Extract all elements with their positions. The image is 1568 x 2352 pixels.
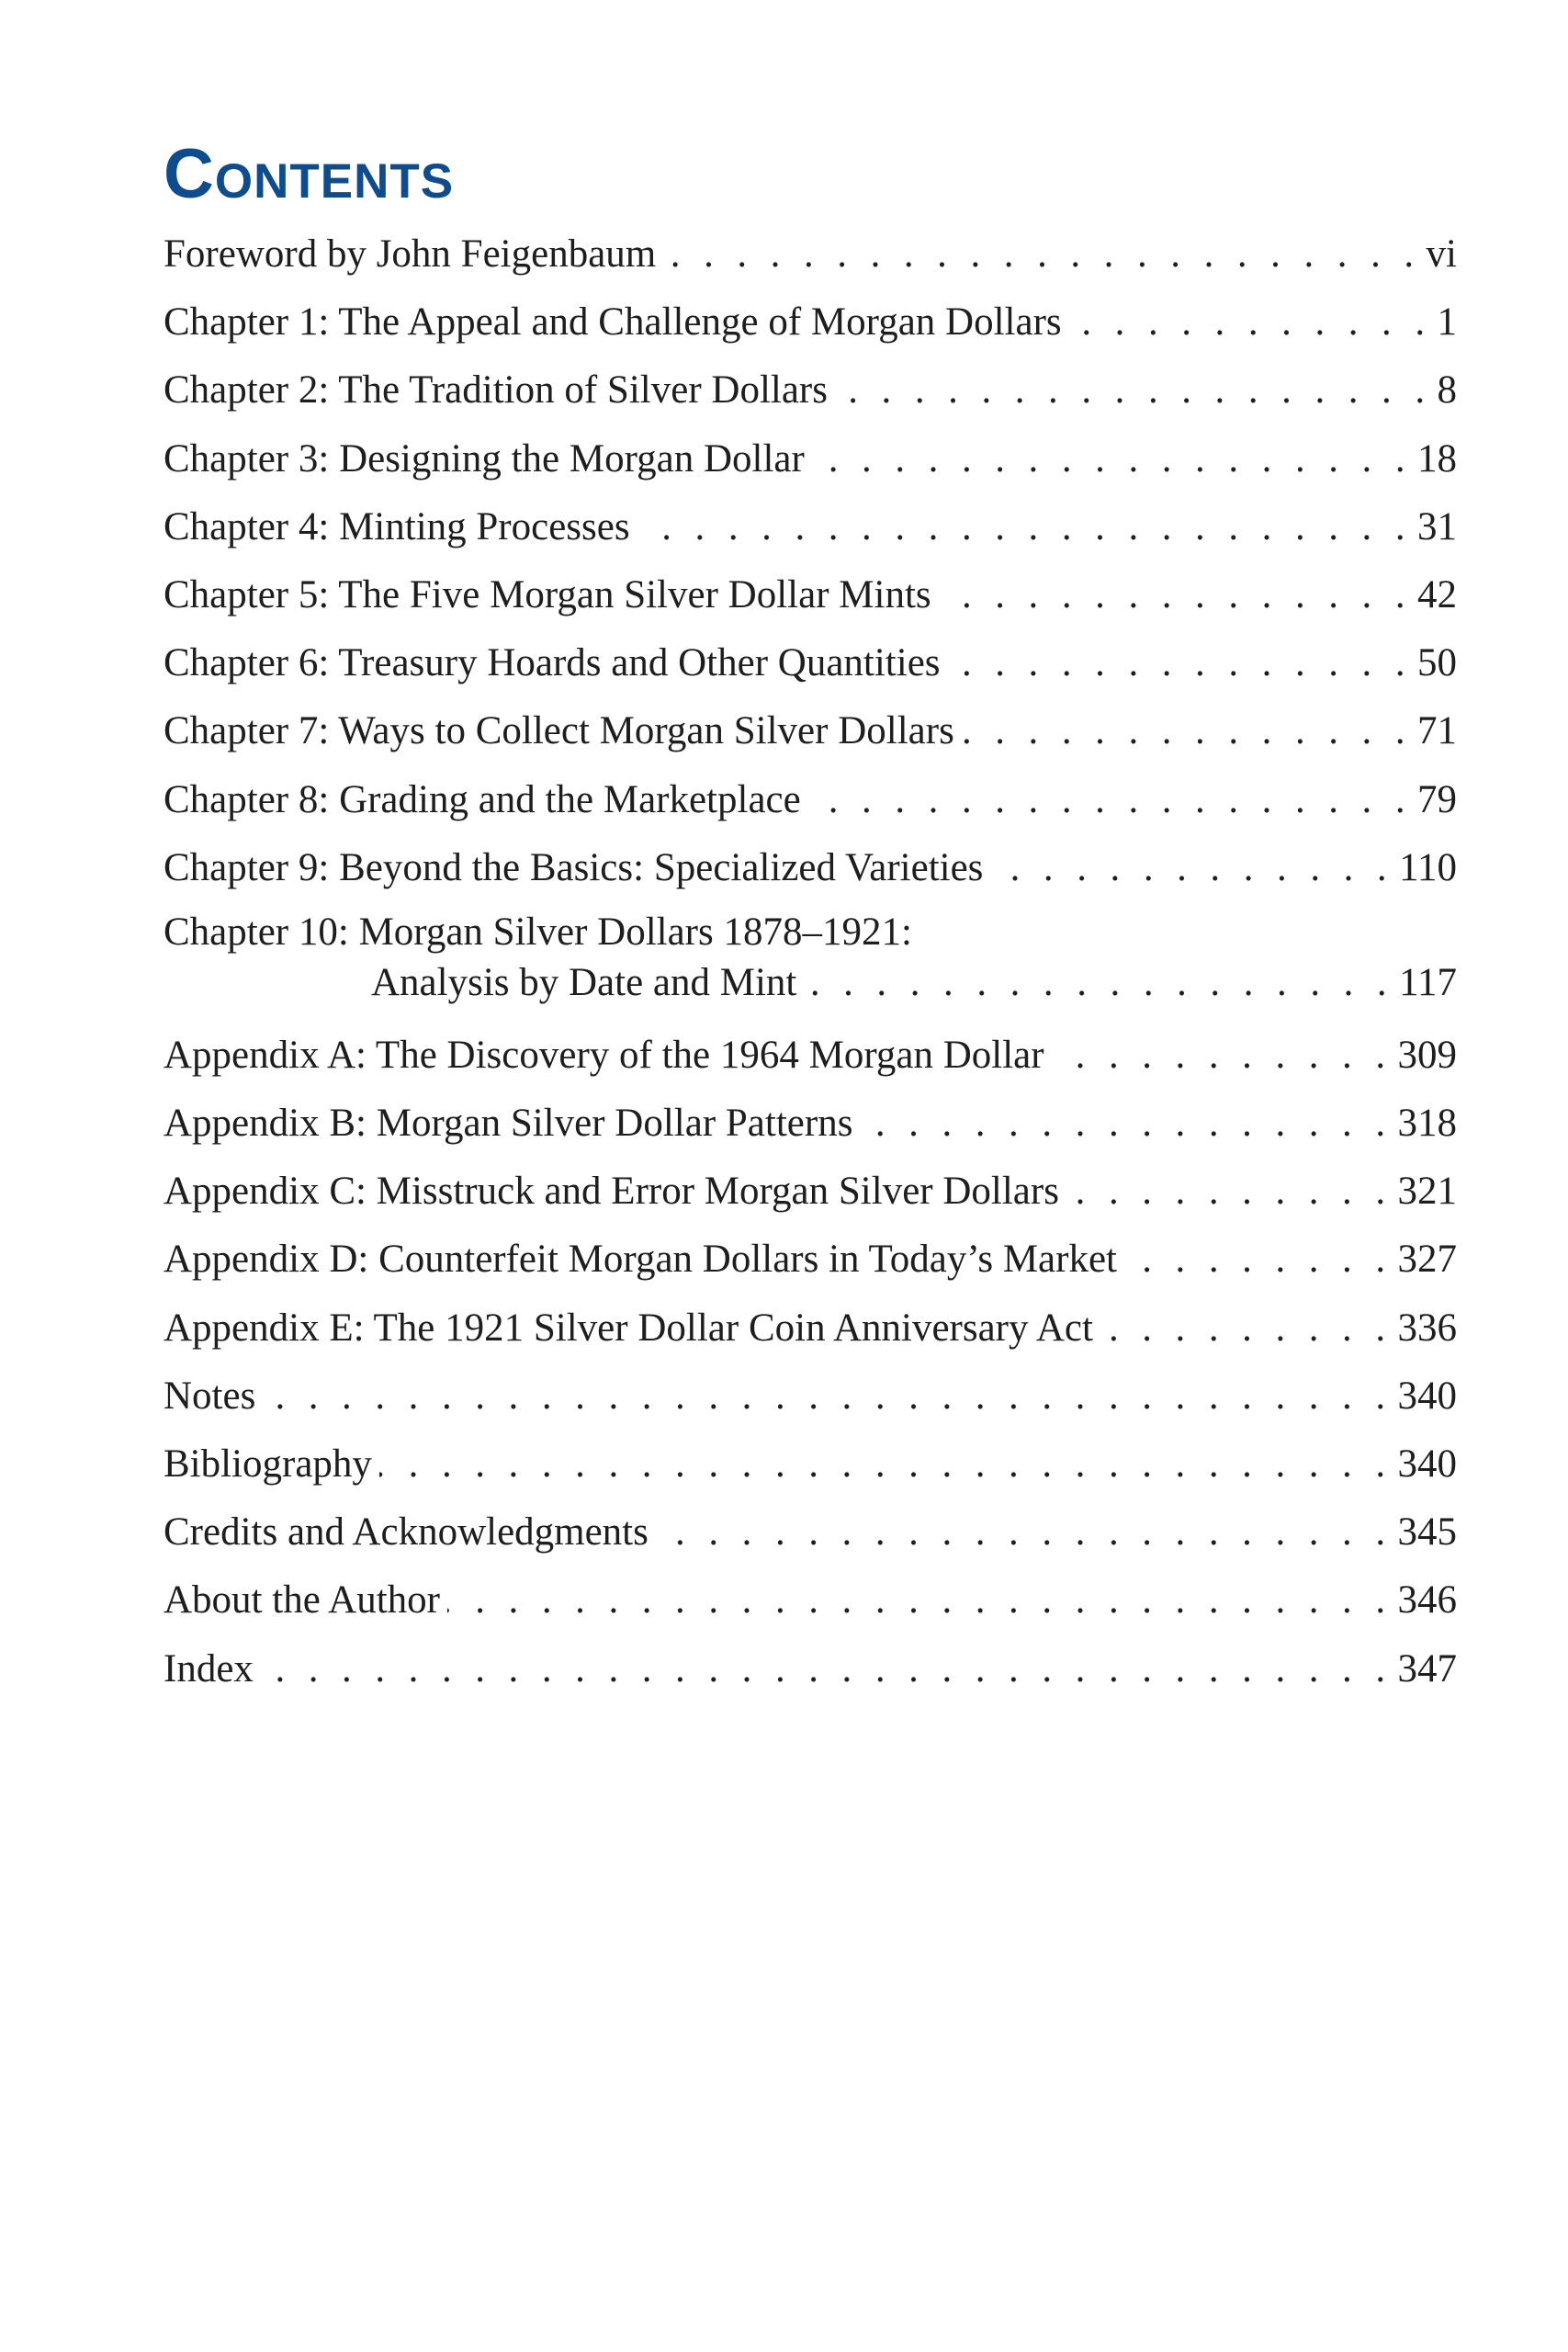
toc-entry-page: 318	[1397, 1102, 1457, 1146]
toc-entry-label: Chapter 6: Treasury Hoards and Other Quantities	[164, 641, 941, 685]
toc-entry-label: Chapter 4: Minting Processes	[164, 504, 630, 548]
dot-leader	[990, 834, 1393, 902]
toc-entry-notes[interactable]	[164, 1363, 1457, 1430]
toc-entry-page: vi	[1426, 232, 1457, 276]
toc-entry-page: 340	[1397, 1442, 1457, 1486]
dot-leader	[447, 1566, 1393, 1634]
toc-entry-appendix-e[interactable]	[164, 1295, 1457, 1363]
toc-entry-appendix-c[interactable]	[164, 1158, 1457, 1226]
toc-entry-about-author[interactable]	[164, 1566, 1457, 1634]
toc-entry-bibliography[interactable]	[164, 1430, 1457, 1498]
toc-entry-page: 42	[1417, 572, 1457, 616]
toc-entry-page: 79	[1417, 777, 1457, 821]
dot-leader	[808, 766, 1412, 834]
toc-entry-page: 31	[1417, 504, 1457, 548]
toc-entry-label: Credits and Acknowledgments	[164, 1510, 649, 1555]
toc-entry-chapter-10-continued[interactable]	[164, 957, 1457, 1022]
toc-entry-page: 321	[1397, 1170, 1457, 1214]
toc-entry-appendix-a[interactable]	[164, 1022, 1457, 1090]
toc-entry-appendix-b[interactable]	[164, 1090, 1457, 1158]
toc-entry-page: 340	[1397, 1374, 1457, 1418]
dot-leader	[1052, 1022, 1393, 1090]
toc-entry-label: Appendix A: The Discovery of the 1964 Morgan Dollar	[164, 1033, 1044, 1077]
toc-entry-chapter-6[interactable]	[164, 629, 1457, 697]
toc-entry-chapter-8[interactable]	[164, 766, 1457, 834]
toc-entry-page: 347	[1397, 1646, 1457, 1690]
toc-entry-label: Chapter 7: Ways to Collect Morgan Silver Dollars	[164, 709, 954, 753]
toc-entry-page: 117	[1399, 960, 1457, 1004]
dot-leader	[261, 1635, 1393, 1703]
toc-entry-foreword[interactable]	[164, 220, 1457, 288]
toc-entry-appendix-d[interactable]	[164, 1226, 1457, 1294]
dot-leader	[1066, 1158, 1393, 1226]
toc-entry-page: 71	[1417, 709, 1457, 753]
toc-entry-page: 346	[1397, 1578, 1457, 1623]
toc-entry-page: 18	[1417, 436, 1457, 481]
dot-leader	[835, 356, 1432, 424]
toc-entry-chapter-1[interactable]	[164, 288, 1457, 356]
toc-entry-chapter-5[interactable]	[164, 561, 1457, 629]
toc-entry-label: Chapter 3: Designing the Morgan Dollar	[164, 436, 805, 481]
toc-entry-page: 8	[1437, 368, 1457, 413]
toc-entry-label: About the Author	[164, 1578, 440, 1623]
toc-entry-label: Notes	[164, 1374, 256, 1418]
dot-leader	[962, 697, 1412, 765]
toc-entry-label: Foreword by John Feigenbaum	[164, 232, 657, 276]
toc-entry-chapter-10[interactable]	[164, 908, 1457, 957]
toc-entry-chapter-4[interactable]	[164, 493, 1457, 561]
toc-entry-label: Appendix E: The 1921 Silver Dollar Coin Anniversary Act	[164, 1306, 1093, 1350]
dot-leader	[1124, 1226, 1393, 1294]
toc-entry-label: Chapter 9: Beyond the Basics: Specialized Varieties	[164, 845, 984, 889]
toc-entry-label: Chapter 10: Morgan Silver Dollars 1878–1921:	[164, 910, 912, 954]
dot-leader	[1069, 288, 1432, 356]
dot-leader	[637, 493, 1412, 561]
toc-entry-index[interactable]	[164, 1635, 1457, 1703]
toc-entry-label: Appendix C: Misstruck and Error Morgan Silver Dollars	[164, 1170, 1059, 1214]
toc-entry-label: Chapter 1: The Appeal and Challenge of Morgan Dollars	[164, 300, 1062, 345]
toc-entry-page: 336	[1397, 1306, 1457, 1350]
toc-entry-page: 50	[1417, 641, 1457, 685]
dot-leader	[804, 957, 1393, 1009]
toc-entry-label: Appendix D: Counterfeit Morgan Dollars in Today’s Market	[164, 1238, 1117, 1282]
dot-leader	[812, 425, 1412, 493]
toc-entry-page: 1	[1437, 300, 1457, 345]
dot-leader	[263, 1363, 1392, 1430]
contents-heading: Contents	[164, 135, 455, 213]
toc-entry-label: Chapter 2: The Tradition of Silver Dollars	[164, 368, 828, 413]
toc-entry-label: Appendix B: Morgan Silver Dollar Patterns	[164, 1102, 853, 1146]
toc-entry-label: Bibliography	[164, 1442, 372, 1486]
toc-entry-page: 110	[1399, 845, 1457, 889]
dot-leader	[860, 1090, 1392, 1158]
toc-entry-label: Chapter 5: The Five Morgan Silver Dollar Mints	[164, 572, 931, 616]
toc-entry-page: 345	[1397, 1510, 1457, 1555]
dot-leader	[379, 1430, 1393, 1498]
toc-entry-page: 327	[1397, 1238, 1457, 1282]
toc-entry-label: Chapter 8: Grading and the Marketplace	[164, 777, 801, 821]
table-of-contents	[164, 220, 1457, 1703]
dot-leader	[948, 629, 1412, 697]
toc-entry-label-continued: Analysis by Date and Mint	[371, 960, 797, 1004]
toc-entry-label: Index	[164, 1646, 254, 1690]
dot-leader	[1100, 1295, 1393, 1363]
toc-entry-chapter-7[interactable]	[164, 697, 1457, 765]
toc-entry-chapter-2[interactable]	[164, 356, 1457, 424]
dot-leader	[663, 220, 1420, 288]
toc-entry-page: 309	[1397, 1033, 1457, 1077]
toc-entry-chapter-3[interactable]	[164, 425, 1457, 493]
toc-entry-chapter-9[interactable]	[164, 834, 1457, 902]
dot-leader	[939, 561, 1412, 629]
toc-entry-credits[interactable]	[164, 1498, 1457, 1566]
dot-leader	[656, 1498, 1393, 1566]
